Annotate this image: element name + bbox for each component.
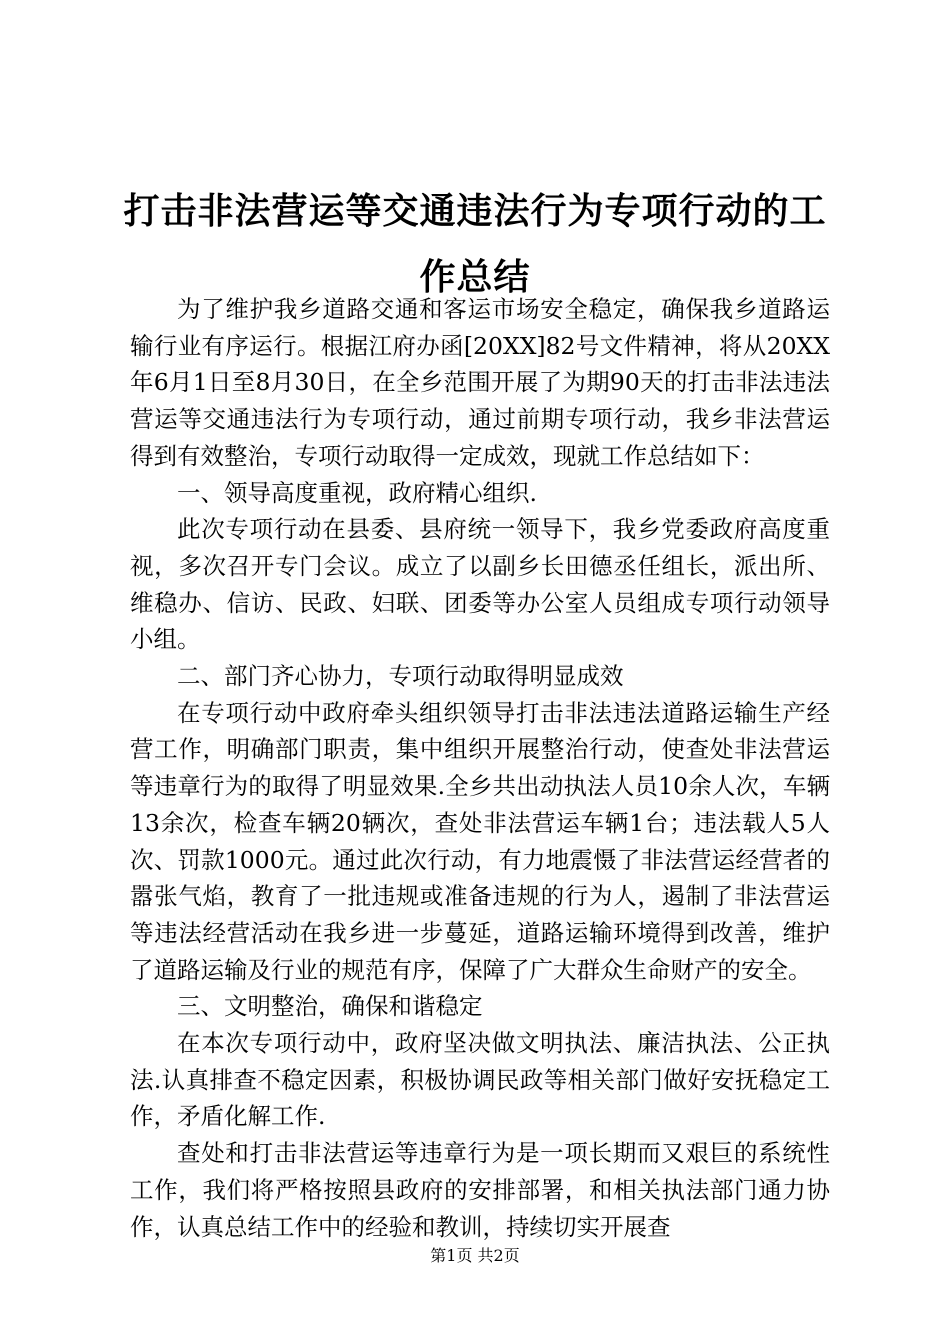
paragraph-section-3: 在本次专项行动中，政府坚决做文明执法、廉洁执法、公正执法.认真排查不稳定因素，积极协调民政等相关部门做好安抚稳定工作，矛盾化解工作.	[130, 1029, 830, 1131]
paragraph-intro: 为了维护我乡道路交通和客运市场安全稳定，确保我乡道路运输行业有序运行。根据江府办函[20XX]82号文件精神，将从20XX年6月1日至8月30日，在全乡范围开展了为期90天的打击非法违法营运等交通违法行为专项行动，通过前期专项行动，我乡非法营运得到有效整治，专项行动取得一定成效，现就工作总结如下：	[130, 295, 830, 470]
paragraph-section-2: 在专项行动中政府牵头组织领导打击非法违法道路运输生产经营工作，明确部门职责，集中组织开展整治行动，使查处非法营运等违章行为的取得了明显效果.全乡共出动执法人员10余人次，车辆13余次，检查车辆20辆次，查处非法营运车辆1台；违法载人5人次、罚款1000元。通过此次行动，有力地震慑了非法营运经营者的嚣张气焰，教育了一批违规或准备违规的行为人，遏制了非法营运等违法经营活动在我乡进一步蔓延，道路运输环境得到改善，维护了道路运输及行业的规范有序，保障了广大群众生命财产的安全。	[130, 698, 830, 984]
document-title: 打击非法营运等交通违法行为专项行动的工作总结	[123, 190, 827, 298]
section-heading-2: 二、部门齐心协力，专项行动取得明显成效	[177, 662, 624, 691]
document-body	[130, 291, 830, 1245]
paragraph-closing: 查处和打击非法营运等违章行为是一项长期而又艰巨的系统性工作，我们将严格按照县政府的安排部署，和相关执法部门通力协作，认真总结工作中的经验和教训，持续切实开展查	[130, 1139, 830, 1241]
paragraph-section-1: 此次专项行动在县委、县府统一领导下，我乡党委政府高度重视，多次召开专门会议。成立了以副乡长田德丞任组长，派出所、维稳办、信访、民政、妇联、团委等办公室人员组成专项行动领导小组。	[130, 515, 830, 654]
section-heading-1: 一、领导高度重视，政府精心组织.	[177, 478, 537, 507]
section-heading-3: 三、文明整治，确保和谐稳定	[177, 992, 483, 1021]
page-footer: 第1页 共2页	[430, 1246, 520, 1265]
